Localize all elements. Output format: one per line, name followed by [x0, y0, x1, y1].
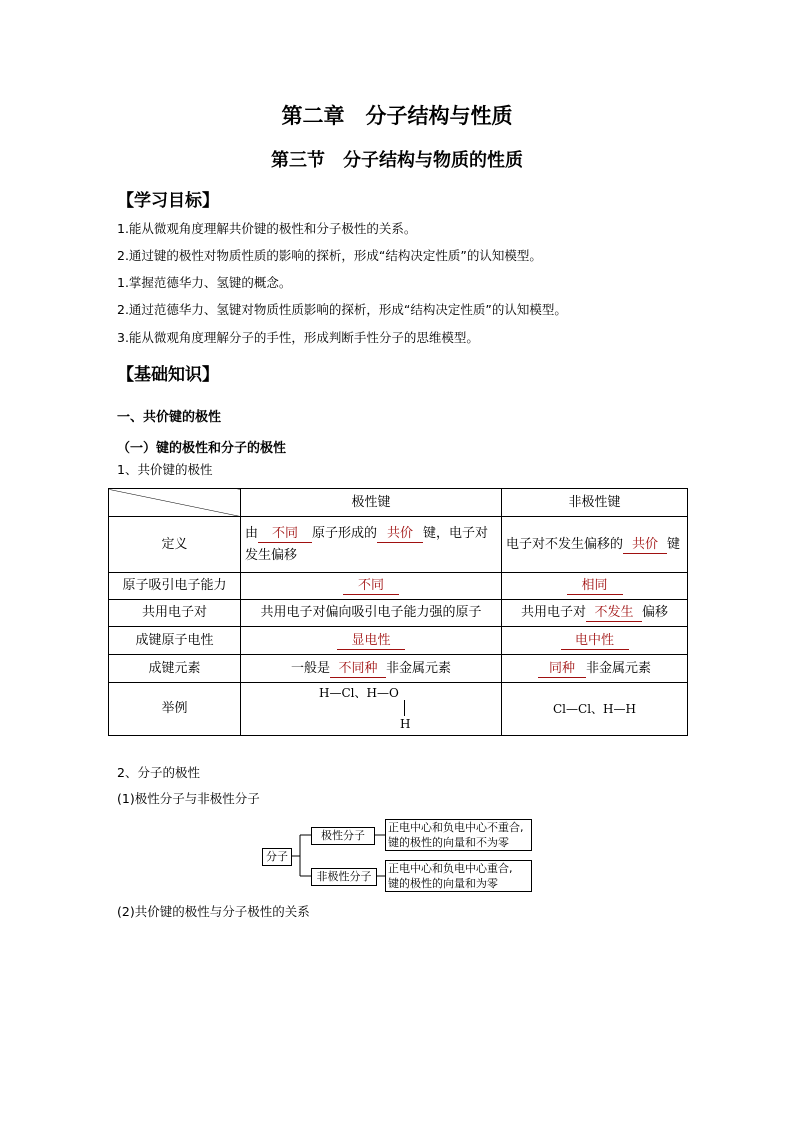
text: 电子对不发生偏移的: [506, 536, 624, 552]
answer-blank: 电中性: [561, 633, 629, 650]
basics-heading: 【基础知识】: [117, 365, 219, 385]
item2-sub1: (1)极性分子与非极性分子: [117, 791, 260, 806]
answer-blank: 共价: [377, 526, 423, 543]
sub1-heading: （一）键的极性和分子的极性: [117, 441, 287, 456]
row-label-example: 举例: [109, 683, 241, 736]
formula-line: H—Cl、H—O: [319, 686, 399, 700]
polar-elements-cell: [241, 655, 502, 683]
answer-blank: 同种: [538, 661, 586, 678]
nonpolar-charge-cell: [502, 627, 688, 655]
text: 非金属元素: [386, 660, 452, 676]
answer-blank: 共价: [623, 537, 667, 554]
item2-title: 2、分子的极性: [117, 765, 200, 780]
description-line: 键的极性的向量和为零: [388, 877, 498, 890]
objective-item: 2.通过键的极性对物质性质的影响的探析，形成“结构决定性质”的认知模型。: [117, 248, 542, 263]
polar-charge-cell: [241, 627, 502, 655]
nonpolar-molecule-box: 非极性分子: [311, 868, 377, 886]
chapter-title: 第二章 分子结构与性质: [281, 103, 513, 128]
polar-shared-pair-cell: 共用电子对偏向吸引电子能力强的原子: [241, 600, 502, 627]
row-label-attraction: 原子吸引电子能力: [109, 573, 241, 600]
row-label-elements: 成键元素: [109, 655, 241, 683]
answer-blank: 不同种: [330, 661, 386, 678]
diagram-root-box: 分子: [262, 848, 292, 866]
nonpolar-attraction-cell: [502, 573, 688, 600]
nonpolar-example-cell: Cl—Cl、H—H: [502, 683, 688, 736]
text: 由: [245, 525, 259, 541]
description-line: 正电中心和负电中心不重合,: [388, 821, 524, 834]
objectives-heading: 【学习目标】: [117, 191, 219, 211]
text: 键，电子对发生偏移: [245, 525, 489, 563]
nonpolar-description-box: [385, 860, 532, 892]
nonpolar-elements-cell: [502, 655, 688, 683]
col-header-polar: 极性键: [241, 489, 502, 517]
item1-title: 1、共价键的极性: [117, 462, 213, 477]
polar-example-cell: [241, 683, 502, 736]
description-line: 正电中心和负电中心重合,: [388, 862, 513, 875]
text: 键: [667, 536, 681, 552]
answer-blank: 不同: [258, 526, 312, 543]
description-line: 键的极性的向量和不为零: [388, 836, 509, 849]
polar-molecule-formula: [311, 685, 431, 733]
polar-definition-cell: [241, 517, 502, 573]
answer-blank: 相同: [567, 578, 623, 595]
polar-molecule-box: 极性分子: [311, 827, 375, 845]
answer-blank: 不同: [343, 578, 399, 595]
col-header-nonpolar: 非极性键: [502, 489, 688, 517]
text: 一般是: [290, 660, 330, 676]
section-title: 第三节 分子结构与物质的性质: [271, 150, 523, 171]
table-corner-cell: [109, 489, 241, 517]
nonpolar-definition-cell: [502, 517, 688, 573]
objective-item: 3.能从微观角度理解分子的手性，形成判断手性分子的思维模型。: [117, 330, 479, 345]
objective-item: 1.能从微观角度理解共价键的极性和分子极性的关系。: [117, 221, 417, 236]
part1-heading: 一、共价键的极性: [117, 410, 222, 425]
objective-item: 1.掌握范德华力、氢键的概念。: [117, 275, 292, 290]
item2-sub2: (2)共价键的极性与分子极性的关系: [117, 904, 310, 919]
row-label-charge: 成键原子电性: [109, 627, 241, 655]
answer-blank: 显电性: [337, 633, 405, 650]
row-label-shared-pair: 共用电子对: [109, 600, 241, 627]
nonpolar-shared-pair-cell: [502, 600, 688, 627]
text: 偏移: [642, 605, 669, 620]
bond-polarity-table: [108, 488, 688, 736]
text: 原子形成的: [312, 525, 378, 541]
text: 共用电子对: [520, 605, 586, 620]
text: 非金属元素: [585, 660, 651, 676]
formula-line: H: [400, 717, 411, 731]
row-label-definition: 定义: [109, 517, 241, 573]
objective-item: 2.通过范德华力、氢键对物质性质影响的探析，形成“结构决定性质”的认知模型。: [117, 302, 567, 317]
polar-description-box: [385, 819, 532, 851]
answer-blank: 不发生: [586, 605, 642, 622]
polar-attraction-cell: [241, 573, 502, 600]
vertical-bond: [404, 700, 405, 716]
